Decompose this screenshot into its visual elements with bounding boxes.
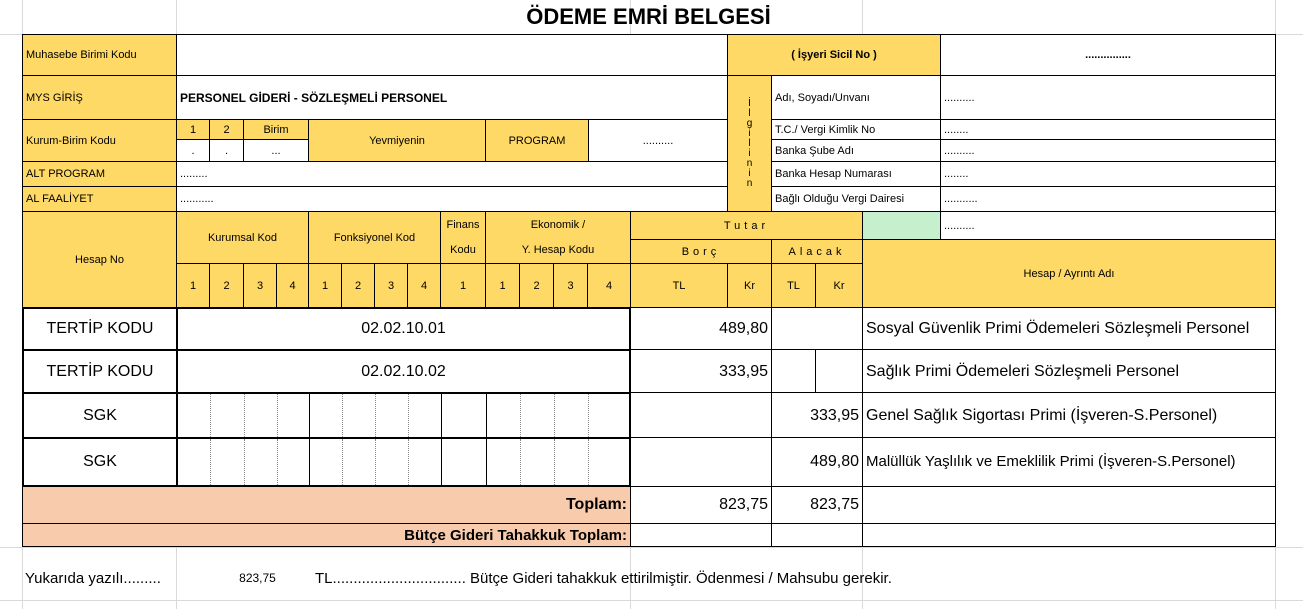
table-row-kod[interactable]: 02.02.10.02 [176, 349, 631, 394]
table-row-kod-grid[interactable] [176, 392, 631, 439]
butce-empty [862, 523, 1276, 547]
fonksiyonel-kod-header: Fonksiyonel Kod [308, 211, 441, 264]
finans-digit-1: 1 [440, 263, 486, 308]
fonksiyonel-digit-3: 3 [374, 263, 408, 308]
fonksiyonel-digit-4: 4 [407, 263, 441, 308]
kurum-val-1[interactable]: . [176, 139, 210, 162]
kurum-col-1: 1 [176, 119, 210, 140]
table-row-borc[interactable]: 333,95 [630, 349, 772, 394]
kurumsal-digit-3: 3 [243, 263, 277, 308]
table-row-borc[interactable] [630, 392, 772, 439]
borc-tl-header: TL [630, 263, 728, 308]
butce-borc[interactable] [630, 523, 772, 547]
ekonomik-digit-3: 3 [553, 263, 588, 308]
tc-label: T.C./ Vergi Kimlik No [771, 119, 941, 140]
banka-sube-value[interactable]: .......... [940, 139, 1276, 162]
table-row-alacak[interactable]: 489,80 [771, 437, 863, 487]
extra-value[interactable]: .......... [940, 211, 1276, 240]
green-cell[interactable] [862, 211, 941, 240]
tc-value[interactable]: ........ [940, 119, 1276, 140]
hesap-no-header: Hesap No [22, 211, 177, 308]
butce-toplam-label: Bütçe Gideri Tahakkuk Toplam: [22, 523, 631, 547]
table-row-borc[interactable] [630, 437, 772, 487]
table-row-alacak[interactable]: 333,95 [771, 392, 863, 439]
kurum-label: Kurum-Birim Kodu [22, 119, 177, 162]
table-row-ad: Genel Sağlık Sigortası Primi (İşveren-S.Personel) [862, 392, 1276, 439]
table-row-ad: Sosyal Güvenlik Primi Ödemeleri Sözleşmeli Personel [862, 307, 1276, 351]
alacak-tl-header: TL [771, 263, 816, 308]
table-row-kod-grid[interactable] [176, 437, 631, 487]
table-row-hesap: TERTİP KODU [22, 307, 178, 351]
banka-hesap-value[interactable]: ........ [940, 161, 1276, 187]
fonksiyonel-digit-2: 2 [341, 263, 375, 308]
toplam-borc[interactable]: 823,75 [630, 486, 772, 524]
table-row-alacak[interactable] [815, 349, 863, 394]
kurum-col-2: 2 [209, 119, 244, 140]
kurumsal-digit-2: 2 [209, 263, 244, 308]
mys-value[interactable]: PERSONEL GİDERİ - SÖZLEŞMELİ PERSONEL [176, 75, 728, 120]
al-faaliyet-value[interactable]: ........... [176, 186, 728, 212]
borc-header: Borç [630, 239, 772, 264]
ekonomik-digit-4: 4 [587, 263, 631, 308]
footer-text: TL................................ Bütçe Gideri tahakkuk ettirilmiştir. Ödenmesi / Mahsubu gerekir. [315, 569, 892, 587]
kurum-val-birim[interactable]: ... [243, 139, 309, 162]
table-row-alacak[interactable] [771, 307, 863, 351]
kurum-val-2[interactable]: . [209, 139, 244, 162]
ekonomik-kod-header [485, 211, 631, 264]
kurum-col-birim: Birim [243, 119, 309, 140]
alacak-header: Alacak [771, 239, 863, 264]
isyeri-sicil-label: ( İşyeri Sicil No ) [727, 34, 941, 76]
muhasebe-value-cell[interactable] [176, 34, 728, 76]
table-row-ad: Sağlık Primi Ödemeleri Sözleşmeli Personel [862, 349, 1276, 394]
kurumsal-digit-4: 4 [276, 263, 309, 308]
al-faaliyet-label: AL FAALİYET [22, 186, 177, 212]
table-row-alacak-tl[interactable] [771, 349, 817, 394]
table-row-borc[interactable]: 489,80 [630, 307, 772, 351]
program-value[interactable]: .......... [588, 119, 728, 162]
banka-hesap-label: Banka Hesap Numarası [771, 161, 941, 187]
finans-kodu-header [440, 211, 486, 264]
table-row-hesap: SGK [22, 437, 178, 487]
adi-value[interactable]: .......... [940, 75, 1276, 120]
program-label: PROGRAM [485, 119, 589, 162]
alacak-kr-header: Kr [815, 263, 863, 308]
hesap-ayrinti-header: Hesap / Ayrıntı Adı [862, 239, 1276, 308]
table-row-kod[interactable]: 02.02.10.01 [176, 307, 631, 351]
toplam-label: Toplam: [22, 486, 631, 524]
table-row-ad: Malüllük Yaşlılık ve Emeklilik Primi (İşveren-S.Personel) [862, 437, 1276, 487]
tutar-header: Tutar [630, 211, 863, 240]
mys-label: MYS GİRİŞ [22, 75, 177, 120]
ekonomik-digit-1: 1 [485, 263, 520, 308]
document-title: ÖDEME EMRİ BELGESİ [526, 4, 771, 29]
ekonomik-digit-2: 2 [519, 263, 554, 308]
kurumsal-digit-1: 1 [176, 263, 210, 308]
adi-label: Adı, Soyadı/Unvanı [771, 75, 941, 120]
finans-line1: Finans [446, 218, 480, 231]
vergi-dairesi-label: Bağlı Olduğu Vergi Dairesi [771, 186, 941, 212]
table-row-hesap: SGK [22, 392, 178, 439]
yevmiyenin-label: Yevmiyenin [308, 119, 486, 162]
ekonomik-line1: Ekonomik / [530, 218, 586, 231]
toplam-alacak[interactable]: 823,75 [771, 486, 863, 524]
ekonomik-line2: Y. Hesap Kodu [521, 244, 595, 257]
finans-line2: Kodu [450, 244, 476, 257]
footer-amount[interactable]: 823,75 [239, 571, 276, 585]
isyeri-sicil-value[interactable]: ............... [940, 34, 1276, 76]
fonksiyonel-digit-1: 1 [308, 263, 342, 308]
banka-sube-label: Banka Şube Adı [771, 139, 941, 162]
alt-program-value[interactable]: ......... [176, 161, 728, 187]
ilgilinin-label: İ l g i l i n i n [727, 75, 772, 212]
butce-alacak[interactable] [771, 523, 863, 547]
muhasebe-label: Muhasebe Birimi Kodu [22, 34, 177, 76]
vergi-dairesi-value[interactable]: ........... [940, 186, 1276, 212]
kurumsal-kod-header: Kurumsal Kod [176, 211, 309, 264]
alt-program-label: ALT PROGRAM [22, 161, 177, 187]
toplam-empty [862, 486, 1276, 524]
footer-yukarida: Yukarıda yazılı......... [25, 569, 161, 587]
table-row-hesap: TERTİP KODU [22, 349, 178, 394]
borc-kr-header: Kr [727, 263, 772, 308]
